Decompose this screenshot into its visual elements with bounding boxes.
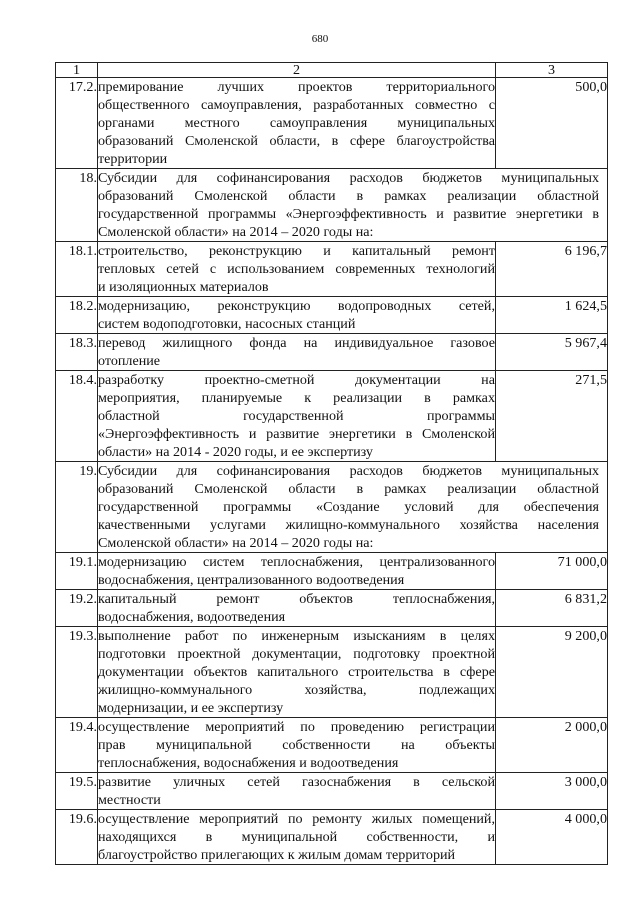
row-description bbox=[98, 718, 496, 773]
table-row bbox=[56, 462, 608, 553]
description-line: строительство, реконструкцию и капитальный ремонт bbox=[98, 243, 495, 259]
row-amount: 6 196,7 bbox=[496, 242, 608, 297]
description-line: прав муниципальной собственности на объекты bbox=[98, 737, 495, 753]
row-number: 19.6. bbox=[56, 810, 98, 865]
row-amount: 4 000,0 bbox=[496, 810, 608, 865]
row-number: 19. bbox=[56, 462, 98, 553]
row-amount: 5 967,4 bbox=[496, 334, 608, 371]
description-line: Смоленской области» на 2014 – 2020 годы на: bbox=[98, 224, 374, 240]
row-description bbox=[98, 169, 608, 242]
budget-table bbox=[55, 62, 608, 865]
description-line: областной государственной программы bbox=[98, 408, 495, 424]
description-line: модернизацию, реконструкцию водопроводных сетей, bbox=[98, 298, 495, 314]
row-number: 18.4. bbox=[56, 371, 98, 462]
row-number: 18.3. bbox=[56, 334, 98, 371]
row-description bbox=[98, 242, 496, 297]
description-line: выполнение работ по инженерным изысканиям в целях bbox=[98, 628, 495, 644]
description-line: осуществление мероприятий по ремонту жилых помещений, bbox=[98, 811, 495, 827]
description-line: Субсидии для софинансирования расходов бюджетов муниципальных bbox=[98, 170, 599, 186]
description-line: местности bbox=[98, 792, 161, 808]
row-description bbox=[98, 627, 496, 718]
row-description bbox=[98, 553, 496, 590]
description-line: разработку проектно-сметной документации на bbox=[98, 372, 495, 388]
description-line: подготовки проектной документации, подготовку проектной bbox=[98, 646, 495, 662]
description-line: модернизацию систем теплоснабжения, централизованного bbox=[98, 554, 495, 570]
description-line: Субсидии для софинансирования расходов бюджетов муниципальных bbox=[98, 463, 599, 479]
row-description bbox=[98, 590, 496, 627]
description-line: развитие уличных сетей газоснабжения в сельской bbox=[98, 774, 495, 790]
description-line: отопление bbox=[98, 353, 161, 369]
row-amount: 271,5 bbox=[496, 371, 608, 462]
row-description bbox=[98, 773, 496, 810]
table-row bbox=[56, 78, 608, 169]
description-line: модернизации, и ее экспертизу bbox=[98, 700, 284, 716]
description-line: тепловых сетей с использованием современных технологий bbox=[98, 261, 495, 277]
row-amount: 1 624,5 bbox=[496, 297, 608, 334]
description-line: жилищно-коммунального хозяйства, подлежащих bbox=[98, 682, 495, 698]
row-number: 19.5. bbox=[56, 773, 98, 810]
table-row bbox=[56, 371, 608, 462]
header-col-3: 3 bbox=[496, 63, 608, 78]
header-col-1: 1 bbox=[56, 63, 98, 78]
table-row bbox=[56, 297, 608, 334]
row-amount: 500,0 bbox=[496, 78, 608, 169]
description-line: области» на 2014 - 2020 годы, и ее экспертизу bbox=[98, 444, 373, 460]
description-line: мероприятия, планируемые к реализации в рамках bbox=[98, 390, 495, 406]
description-line: образований Смоленской области, в сфере благоустройства bbox=[98, 133, 495, 149]
row-number: 17.2. bbox=[56, 78, 98, 169]
description-line: государственной программы «Создание условий для обеспечения bbox=[98, 499, 599, 515]
description-line: осуществление мероприятий по проведению регистрации bbox=[98, 719, 495, 735]
row-description bbox=[98, 334, 496, 371]
table-row bbox=[56, 242, 608, 297]
row-number: 19.2. bbox=[56, 590, 98, 627]
description-line: перевод жилищного фонда на индивидуальное газовое bbox=[98, 335, 495, 351]
description-line: водоснабжения, водоотведения bbox=[98, 609, 286, 625]
description-line: благоустройство прилегающих к жилым домам территорий bbox=[98, 847, 456, 863]
table-row bbox=[56, 718, 608, 773]
description-line: капитальный ремонт объектов теплоснабжения, bbox=[98, 591, 495, 607]
description-line: теплоснабжения, водоснабжения и водоотведения bbox=[98, 755, 399, 771]
header-col-2: 2 bbox=[98, 63, 496, 78]
table-header-row bbox=[56, 63, 608, 78]
row-description bbox=[98, 810, 496, 865]
table-row bbox=[56, 553, 608, 590]
row-number: 19.1. bbox=[56, 553, 98, 590]
description-line: общественного самоуправления, разработанных совместно с bbox=[98, 97, 495, 113]
table-row bbox=[56, 169, 608, 242]
description-line: «Энергоэффективность и развитие энергетики в Смоленской bbox=[98, 426, 495, 442]
row-number: 18.2. bbox=[56, 297, 98, 334]
row-number: 18. bbox=[56, 169, 98, 242]
description-line: качественными услугами жилищно-коммунального хозяйства населения bbox=[98, 517, 599, 533]
page-number: 680 bbox=[311, 33, 329, 45]
row-description bbox=[98, 297, 496, 334]
table-row bbox=[56, 590, 608, 627]
description-line: Смоленской области» на 2014 – 2020 годы на: bbox=[98, 535, 374, 551]
description-line: и изоляционных материалов bbox=[98, 279, 269, 295]
description-line: органами местного самоуправления муниципальных bbox=[98, 115, 495, 131]
description-line: государственной программы «Энергоэффективность и развитие энергетики в bbox=[98, 206, 599, 222]
row-description bbox=[98, 78, 496, 169]
description-line: образований Смоленской области в рамках реализации областной bbox=[98, 481, 599, 497]
row-number: 19.4. bbox=[56, 718, 98, 773]
description-line: образований Смоленской области в рамках реализации областной bbox=[98, 188, 599, 204]
row-description bbox=[98, 462, 608, 553]
table-row bbox=[56, 334, 608, 371]
row-number: 18.1. bbox=[56, 242, 98, 297]
row-amount: 71 000,0 bbox=[496, 553, 608, 590]
table-row bbox=[56, 810, 608, 865]
row-amount: 2 000,0 bbox=[496, 718, 608, 773]
description-line: премирование лучших проектов территориального bbox=[98, 79, 495, 95]
description-line: водоснабжения, централизованного водоотведения bbox=[98, 572, 405, 588]
row-number: 19.3. bbox=[56, 627, 98, 718]
row-amount: 3 000,0 bbox=[496, 773, 608, 810]
row-description bbox=[98, 371, 496, 462]
table-row bbox=[56, 627, 608, 718]
row-amount: 9 200,0 bbox=[496, 627, 608, 718]
table-row bbox=[56, 773, 608, 810]
budget-table-body bbox=[56, 78, 608, 865]
description-line: систем водоподготовки, насосных станций bbox=[98, 316, 356, 332]
description-line: территории bbox=[98, 151, 168, 167]
description-line: документации объектов капитального строительства в сфере bbox=[98, 664, 495, 680]
description-line: находящихся в муниципальной собственности, и bbox=[98, 829, 495, 845]
row-amount: 6 831,2 bbox=[496, 590, 608, 627]
